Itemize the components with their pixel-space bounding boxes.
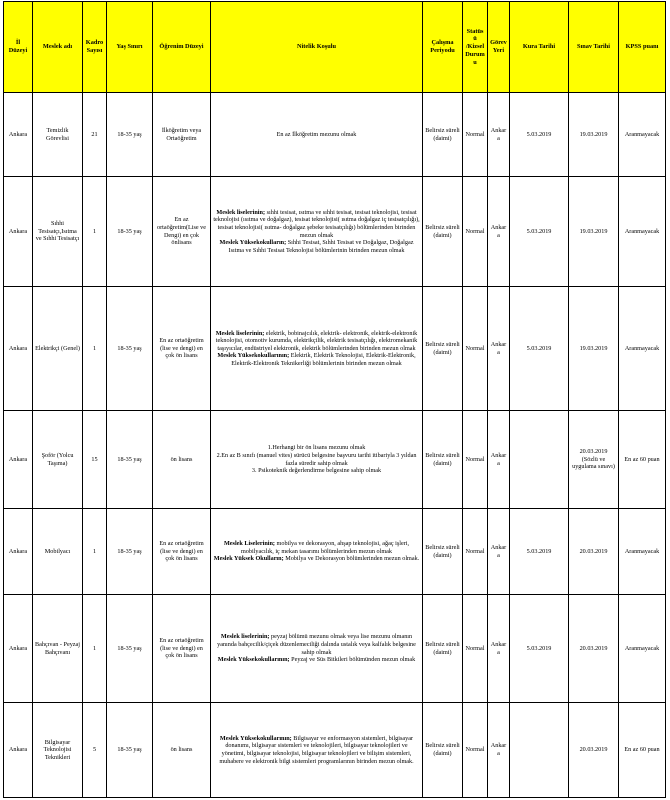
cell-meslek: Elektrikçi (Genel)	[33, 287, 83, 411]
cell-gorev: Ankara	[488, 595, 510, 703]
cell-sinav: 19.03.2019	[569, 177, 619, 287]
cell-kpss: Aranmayacak	[619, 287, 666, 411]
cell-kura: 5.03.2019	[510, 93, 569, 177]
cell-kura	[510, 703, 569, 798]
cell-nitelik	[211, 509, 423, 595]
table-header-row	[4, 2, 666, 93]
cell-meslek: Temizlik Görevlisi	[33, 93, 83, 177]
qualification-text: Sıhhi Tesisat, Sıhhi Tesisat ve Doğalgaz, Doğalgaz Isıtma ve Sıhhi Tesisat Teknolojisi bölümlerinin birinden mezun olmak	[228, 239, 414, 254]
cell-kura: 5.03.2019	[510, 287, 569, 411]
cell-kura: 5.03.2019	[510, 177, 569, 287]
cell-nitelik	[211, 287, 423, 411]
cell-sinav: 19.03.2019	[569, 93, 619, 177]
cell-kadro: 21	[83, 93, 107, 177]
qualification-text: 2.En az B sınıfı (manuel vites) sürücü belgesine başvuru tarihi itibariyla 3 yıldan fazla süredir sahip olmak	[216, 451, 417, 467]
cell-gorev: Ankara	[488, 703, 510, 798]
cell-sinav: 20.03.2019 (Sözlü ve uygulama sınavı)	[569, 411, 619, 509]
qualification-heading: Meslek Yüksekokullarının;	[217, 656, 290, 664]
cell-kura: 5.03.2019	[510, 509, 569, 595]
cell-sinav: 19.03.2019	[569, 287, 619, 411]
cell-meslek: Mobilyacı	[33, 509, 83, 595]
cell-ogrenim: En az ortaöğretim (lise ve dengi) en çok ön lisans	[153, 509, 211, 595]
cell-statu: Normal	[463, 287, 488, 411]
cell-periyot: Belirsiz süreli (daimi)	[423, 287, 463, 411]
qualification-heading: Meslek Liselerinin;	[223, 540, 275, 548]
cell-kadro: 1	[83, 177, 107, 287]
cell-ogrenim: En az ortaöğretim (lise ve dengi) en çok ön lisans	[153, 595, 211, 703]
cell-statu: Normal	[463, 595, 488, 703]
cell-kpss: Aranmayacak	[619, 177, 666, 287]
cell-kpss: En az 60 puan	[619, 703, 666, 798]
cell-ogrenim: En az ortaöğretim (lise ve dengi) en çok ön lisans	[153, 287, 211, 411]
cell-ogrenim: ön lisans	[153, 411, 211, 509]
table-row	[4, 509, 666, 595]
qualification-heading: Meslek liselerinin;	[216, 208, 266, 216]
cell-yas: 18-35 yaş	[107, 287, 153, 411]
cell-kpss: Aranmayacak	[619, 509, 666, 595]
cell-il: Ankara	[4, 287, 33, 411]
cell-gorev: Ankara	[488, 411, 510, 509]
qualification-line	[213, 330, 420, 353]
cell-yas: 18-35 yaş	[107, 93, 153, 177]
qualification-heading: Meslek Yüksekokullarının;	[219, 734, 292, 742]
cell-ogrenim: İlköğretim veya Ortaöğretim	[153, 93, 211, 177]
cell-kadro: 5	[83, 703, 107, 798]
header-yas: Yaş Sınırı	[107, 2, 153, 93]
header-statu: Statüsü /Kizsel Durumu	[463, 2, 488, 93]
cell-kpss: Aranmayacak	[619, 595, 666, 703]
table-row	[4, 411, 666, 509]
cell-gorev: Ankara	[488, 177, 510, 287]
qualification-line	[213, 131, 420, 139]
qualification-line	[213, 239, 420, 254]
cell-kadro: 1	[83, 287, 107, 411]
cell-meslek: Sıhhi Tesisatçı,Isıtma ve Sıhhi Tesisatçı	[33, 177, 83, 287]
cell-yas: 18-35 yaş	[107, 411, 153, 509]
cell-yas: 18-35 yaş	[107, 177, 153, 287]
qualification-line	[213, 444, 420, 452]
cell-kadro: 15	[83, 411, 107, 509]
table-row	[4, 93, 666, 177]
qualification-text: Mobilya ve Dekorasyon bölümlerinden mezun olmak.	[283, 555, 420, 563]
cell-sinav: 20.03.2019	[569, 703, 619, 798]
cell-statu: Normal	[463, 509, 488, 595]
qualification-text: elektrik, bobinajcılık, elektrik- elektronik, elektrik-elektronik teknolojisi, otomotiv kurumda, elektrikçilik, elektrik tesisatçılığı, elektromekanik taşıyıcılar, endüstriyel elektronik, elektrik bölümlerinden birinden mezun olmak	[215, 329, 418, 352]
header-kura: Kura Tarihi	[510, 2, 569, 93]
cell-statu: Normal	[463, 703, 488, 798]
qualification-line	[213, 467, 420, 475]
table-row	[4, 703, 666, 798]
cell-ogrenim: En az ortaöğretim(Lise ve Dengi) en çok önlisans	[153, 177, 211, 287]
table-row	[4, 287, 666, 411]
cell-sinav: 20.03.2019	[569, 509, 619, 595]
table-row	[4, 595, 666, 703]
header-nitelik: Nitelik Koşulu	[211, 2, 423, 93]
cell-gorev: Ankara	[488, 509, 510, 595]
table-row	[4, 177, 666, 287]
cell-nitelik	[211, 93, 423, 177]
qualification-text: peyzaj bölümü mezunu olmak veya lise mezunu olmanın yanında bahçecilik/çiçek düzenlemeciliği dalında ustalık veya kalfalık belgesine sahip olmak	[217, 633, 416, 656]
cell-periyot: Belirsiz süreli (daimi)	[423, 509, 463, 595]
qualification-line	[213, 540, 420, 555]
cell-yas: 18-35 yaş	[107, 703, 153, 798]
cell-periyot: Belirsiz süreli (daimi)	[423, 93, 463, 177]
header-kadro: Kadro Sayısı	[83, 2, 107, 93]
header-meslek: Meslek adı	[33, 2, 83, 93]
qualification-heading: Meslek Yüksek Okulların;	[213, 555, 284, 563]
cell-il: Ankara	[4, 411, 33, 509]
cell-statu: Normal	[463, 411, 488, 509]
qualification-line	[213, 352, 420, 367]
cell-il: Ankara	[4, 93, 33, 177]
qualification-text: 3. Psikoteknik değerlendirme belgesine sahip olmak	[251, 467, 382, 475]
cell-meslek: Bilgisayar Teknolojisi Teknikleri	[33, 703, 83, 798]
cell-kura: 5.03.2019	[510, 595, 569, 703]
qualification-heading: Meslek Yüksekokulların;	[219, 239, 287, 247]
cell-il: Ankara	[4, 595, 33, 703]
cell-sinav: 20.03.2019	[569, 595, 619, 703]
header-sinav: Sınav Tarihi	[569, 2, 619, 93]
qualification-line	[213, 656, 420, 664]
cell-meslek: Şoför (Yolcu Taşıma)	[33, 411, 83, 509]
cell-kadro: 1	[83, 509, 107, 595]
cell-statu: Normal	[463, 93, 488, 177]
header-il: İl Düzeyi	[4, 2, 33, 93]
cell-periyot: Belirsiz süreli (daimi)	[423, 703, 463, 798]
cell-kadro: 1	[83, 595, 107, 703]
cell-nitelik	[211, 595, 423, 703]
qualification-text: sıhhi tesisat, ısıtma ve sıhhi tesisat, tesisat teknolojisi, tesisat teknolojisi (ısıtma ve doğalgaz), tesisat teknolojisi( ısıtma doğalgaz iç tesisatçılığı), tesisat teknolojisi( ısıtma- doğalgaz şebeke tesisatçılığı) bölümlerinden birinden mezun olmak	[213, 208, 420, 239]
job-listings-table	[3, 1, 666, 798]
qualification-text: Elektrik, Elektrik Teknolojisi, Elektrik-Elektronik, Elektrik-Elektronik Teknikerliği bölümlerinin birinden mezun olmak	[231, 352, 416, 367]
cell-gorev: Ankara	[488, 287, 510, 411]
cell-periyot: Belirsiz süreli (daimi)	[423, 411, 463, 509]
cell-periyot: Belirsiz süreli (daimi)	[423, 177, 463, 287]
cell-il: Ankara	[4, 509, 33, 595]
qualification-line	[213, 633, 420, 656]
cell-il: Ankara	[4, 703, 33, 798]
qualification-heading: Meslek liselerinin;	[215, 329, 265, 337]
qualification-text: mobilya ve dekorasyon, ahşap teknolojisi, ağaç işleri, mobilyacılık, iç mekan tasarımı bölümlerinden mezun olmak	[240, 540, 410, 555]
cell-yas: 18-35 yaş	[107, 595, 153, 703]
cell-yas: 18-35 yaş	[107, 509, 153, 595]
qualification-text: En az İlköğretim mezunu olmak	[276, 130, 357, 138]
qualification-text: Bilgisayar ve enformasyon sistemleri, bilgisayar donanımı, bilgisayar sistemleri ve teknolojileri, bilgisayar teknolojileri ve yönetimi, bilgisayar teknolojisi, bilgisayar teknolojileri ve bilişim sistemleri, muhabere ve elektronik bilgi sistemleri programlarının birinden mezun olmak.	[219, 734, 414, 765]
qualification-heading: Meslek liselerinin;	[220, 633, 270, 641]
cell-il: Ankara	[4, 177, 33, 287]
cell-kpss: Aranmayacak	[619, 93, 666, 177]
qualification-line	[213, 555, 420, 563]
cell-meslek: Bahçıvan - Peyzaj Bahçıvanı	[33, 595, 83, 703]
cell-kura	[510, 411, 569, 509]
header-ogrenim: Öğrenim Düzeyi	[153, 2, 211, 93]
qualification-text: 1.Herhangi bir ön lisans mezunu olmak	[267, 444, 366, 452]
qualification-line	[213, 209, 420, 239]
cell-periyot: Belirsiz süreli (daimi)	[423, 595, 463, 703]
cell-statu: Normal	[463, 177, 488, 287]
cell-ogrenim: ön lisans	[153, 703, 211, 798]
qualification-line	[213, 452, 420, 467]
cell-kpss: En az 60 puan	[619, 411, 666, 509]
cell-nitelik	[211, 411, 423, 509]
header-kpss: KPSS puanı	[619, 2, 666, 93]
cell-nitelik	[211, 703, 423, 798]
header-gorev: Görev Yeri	[488, 2, 510, 93]
cell-nitelik	[211, 177, 423, 287]
header-periyot: Çalışma Periyodu	[423, 2, 463, 93]
cell-gorev: Ankara	[488, 93, 510, 177]
qualification-heading: Meslek Yüksekokullarının;	[217, 352, 290, 360]
table-body	[4, 93, 666, 798]
qualification-text: Peyzaj ve Süs Bitkileri bölümünden mezun olmak	[289, 656, 416, 664]
qualification-line	[213, 735, 420, 765]
